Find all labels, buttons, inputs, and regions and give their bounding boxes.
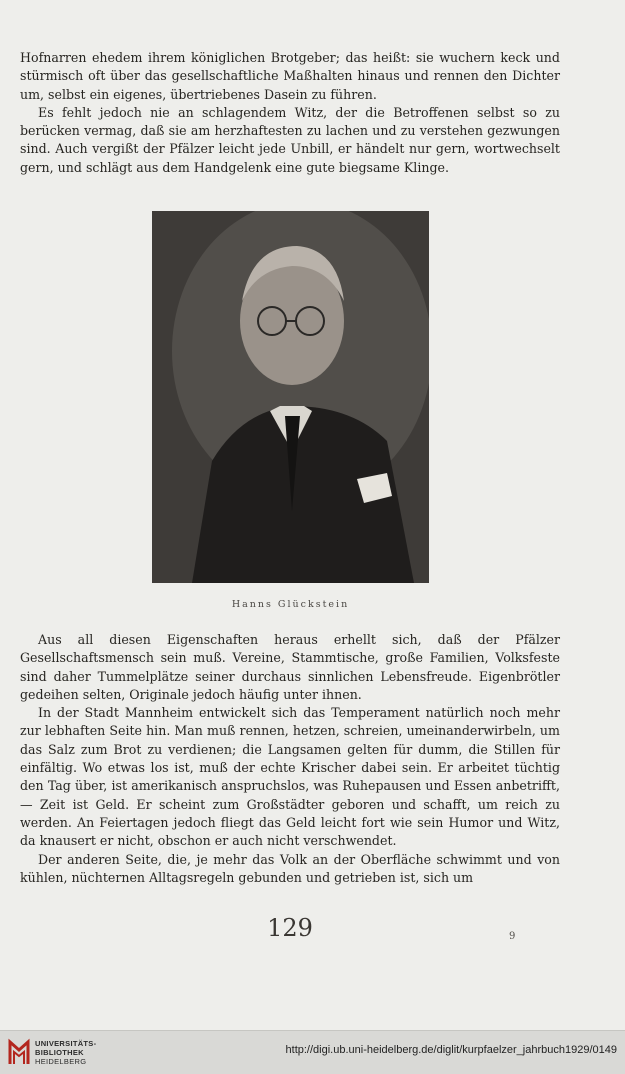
footer-bar: [0, 1030, 625, 1074]
paragraph: Es fehlt jedoch nie an schlagendem Witz, der die Betroffenen selbst so zu berücken vermag, daß sie am herzhaftesten zu lachen und zu verstehen gezwungen sind. Auch vergißt der Pfälzer leicht jede Unbill, er händelt nur gern, wortwechselt gern, und schlägt aus dem Handgelenk eine gute biegsame Klinge.: [20, 104, 560, 175]
logo-line: HEIDELBERG: [35, 1057, 87, 1066]
logo-line: UNIVERSITÄTS-: [35, 1039, 97, 1048]
source-url-link[interactable]: http://digi.ub.uni-heidelberg.de/diglit/kurpfaelzer_jahrbuch1929/0149: [285, 1044, 617, 1056]
paragraph: Der anderen Seite, die, je mehr das Volk an der Oberfläche schwimmt und von kühlen, nüchternen Alltagsregeln gebunden und getrieben ist, sich um: [20, 851, 560, 885]
portrait-illustration: [152, 211, 429, 583]
library-logo-icon[interactable]: [8, 1038, 30, 1066]
page-number: 129: [267, 914, 313, 942]
text-block-top: [20, 49, 560, 177]
photo-caption: Hanns Glückstein: [231, 599, 350, 610]
text-block-bottom: [20, 631, 560, 887]
logo-line: BIBLIOTHEK: [35, 1048, 84, 1057]
library-logo-text[interactable]: [35, 1039, 96, 1066]
paragraph: Aus all diesen Eigenschaften heraus erhellt sich, daß der Pfälzer Gesellschaftsmensch sein muß. Vereine, Stammtische, große Familien, Volksfeste sind daher Tummelplätze seiner durchaus sinnlichen Lebensfreude. Eigenbrötler gedeihen selten, Originale jedoch häufig unter ihnen.: [20, 632, 560, 702]
signature-mark: 9: [509, 931, 516, 942]
portrait-photo: [152, 211, 429, 583]
paragraph: In der Stadt Mannheim entwickelt sich das Temperament natürlich noch mehr zur lebhaften Seite hin. Man muß rennen, hetzen, schreien, umeinanderwirbeln, um das Salz zum Brot zu verdienen; die Langsamen gelten für dumm, die Stillen für einfältig. Wo etwas los ist, muß der echte Krischer dabei sein. Er arbeitet tüchtig den Tag über, ist amerikanisch anspruchslos, was Ruhepausen und Essen anbetrifft, — Zeit ist Geld. Er scheint zum Großstädter geboren und schafft, um reich zu werden. An Feiertagen jedoch fliegt das Geld leicht fort wie sein Humor und Witz, da knausert er nicht, obschon er auch nicht verschwendet.: [20, 705, 560, 849]
paragraph: Hofnarren ehedem ihrem königlichen Brotgeber; das heißt: sie wuchern keck und stürmisch oft über das gesellschaftliche Maßhalten hinaus und rennen den Dichter um, selbst ein eigenes, übertriebenes Dasein zu führen.: [20, 50, 560, 102]
